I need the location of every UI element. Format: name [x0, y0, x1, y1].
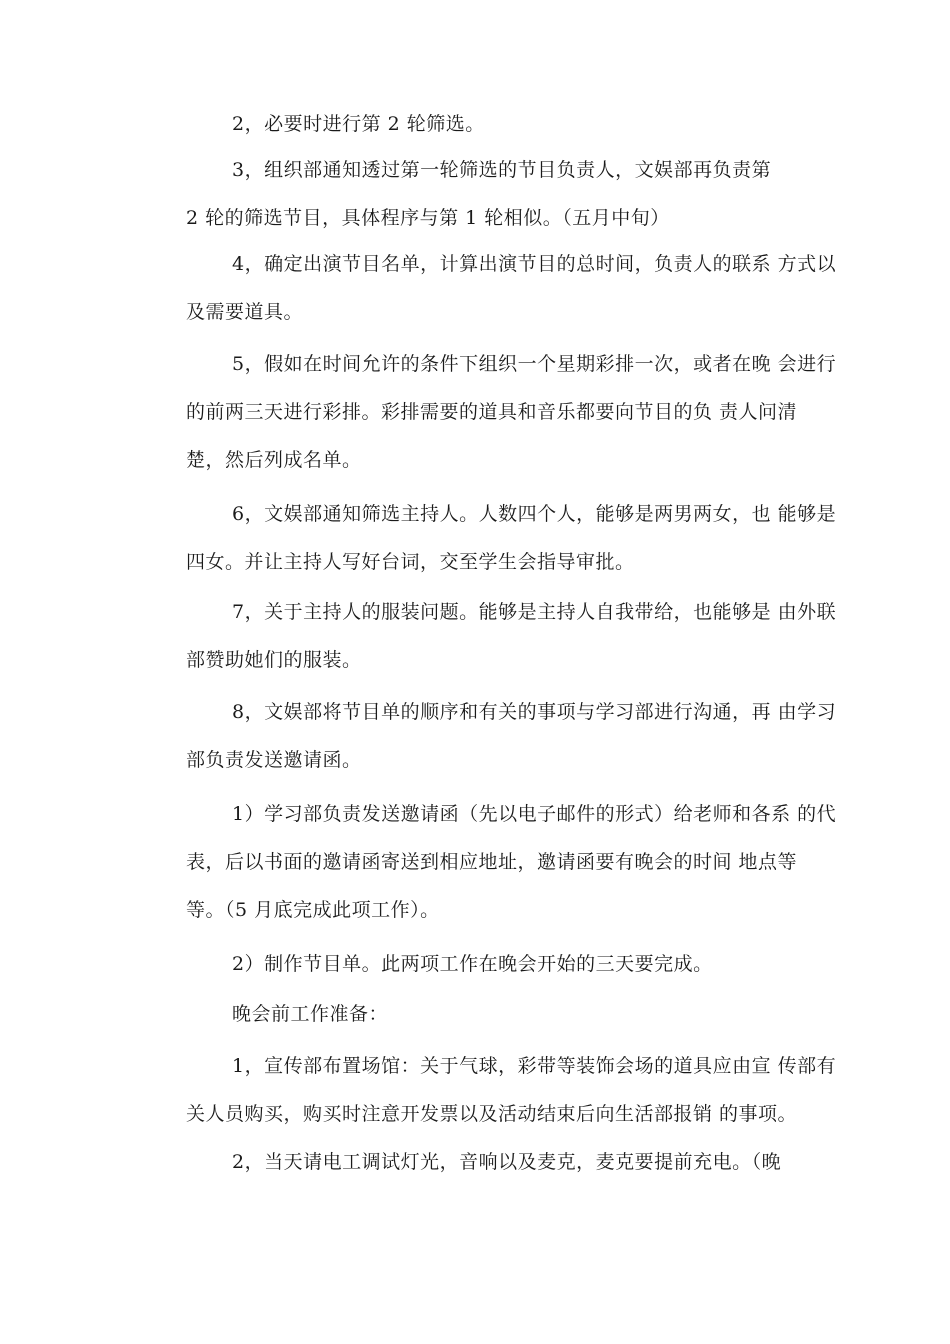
text-line: 四女。并让主持人写好台词，交至学生会指导审批。 [186, 551, 635, 573]
paragraph-2 [140, 146, 825, 242]
text-line: 3，组织部通知透过第一轮筛选的节目负责人，文娱部再负责第 [232, 159, 772, 181]
paragraph-1 [140, 100, 825, 148]
paragraph-12 [140, 1138, 825, 1186]
paragraph-8 [140, 790, 837, 934]
section-heading: 晚会前工作准备： [232, 1003, 389, 1025]
paragraph-6 [140, 588, 837, 684]
text-line: 1）学习部负责发送邀请函（先以电子邮件的形式）给老师和各系 的代 [232, 803, 837, 825]
text-line: 楚，然后列成名单。 [186, 449, 362, 471]
paragraph-9 [140, 940, 825, 988]
paragraph-7 [140, 688, 837, 784]
text-line: 6，文娱部通知筛选主持人。人数四个人，能够是两男两女，也 能够是 [232, 503, 837, 525]
text-line: 1，宣传部布置场馆：关于气球，彩带等装饰会场的道具应由宣 传部有 [232, 1055, 837, 1077]
paragraph-11 [140, 1042, 837, 1138]
paragraph-5 [140, 490, 837, 586]
text-line: 4，确定出演节目名单，计算出演节目的总时间，负责人的联系 方式以 [232, 253, 837, 275]
paragraph-4 [140, 340, 837, 484]
text-line: 2，当天请电工调试灯光，音响以及麦克，麦克要提前充电。（晚 [232, 1151, 782, 1173]
text-line: 2 轮的筛选节目，具体程序与第 1 轮相似。（五月中旬） [186, 207, 670, 229]
text-line: 2）制作节目单。此两项工作在晚会开始的三天要完成。 [232, 953, 713, 975]
text-line: 部赞助她们的服装。 [186, 649, 362, 671]
paragraph-10 [140, 990, 825, 1038]
text-line: 8，文娱部将节目单的顺序和有关的事项与学习部进行沟通，再 由学习 [232, 701, 837, 723]
text-line: 5，假如在时间允许的条件下组织一个星期彩排一次，或者在晚 会进行 [232, 353, 837, 375]
paragraph-3 [140, 240, 837, 336]
text-line: 表，后以书面的邀请函寄送到相应地址，邀请函要有晚会的时间 地点等 [186, 851, 798, 873]
text-line: 关人员购买，购买时注意开发票以及活动结束后向生活部报销 的事项。 [186, 1103, 798, 1125]
text-line: 部负责发送邀请函。 [186, 749, 362, 771]
text-line: 的前两三天进行彩排。彩排需要的道具和音乐都要向节目的负 责人问清 [186, 401, 798, 423]
text-line: 等。（5 月底完成此项工作）。 [186, 899, 440, 921]
text-line: 2，必要时进行第 2 轮筛选。 [232, 113, 485, 135]
text-line: 及需要道具。 [186, 301, 304, 323]
text-line: 7，关于主持人的服装问题。能够是主持人自我带给，也能够是 由外联 [232, 601, 837, 623]
